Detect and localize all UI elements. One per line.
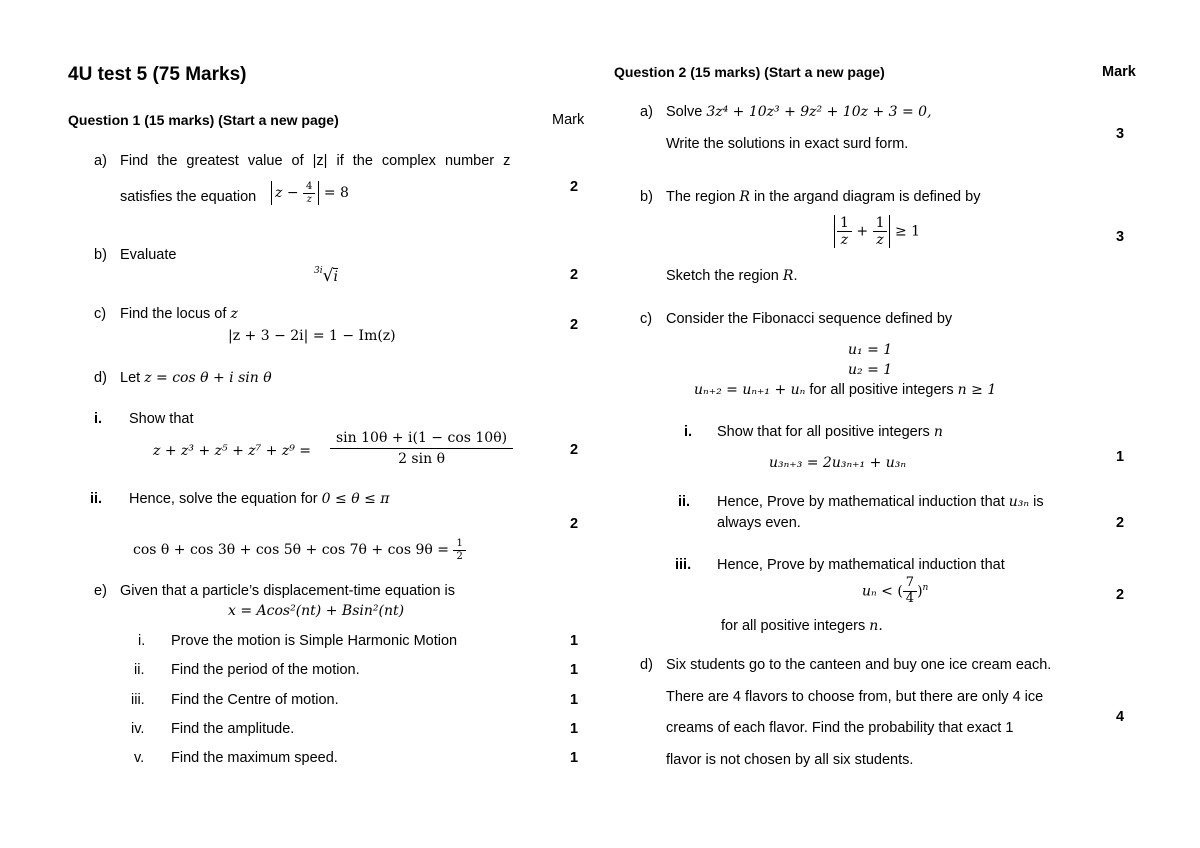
q2c-iii-equation: uₙ < ( $\frac{7}{4}$ )$^n$ <box>862 575 929 606</box>
q1e-v-label: v. <box>134 750 145 766</box>
q2a-mark: 3 <box>1116 126 1125 142</box>
q2a-text-2: Write the solutions in exact surd form. <box>666 136 909 152</box>
q1d-ii-mark: 2 <box>570 516 579 532</box>
q1e-iii-mark: 1 <box>570 692 579 708</box>
q2b-mark: 3 <box>1116 229 1125 245</box>
q2c-eq-recurrence: uₙ₊₂ = uₙ₊₁ + uₙ for all positive integers n ≥ 1 <box>694 382 997 398</box>
q2c-ii-text: Hence, Prove by mathematical induction that u₃ₙ is <box>717 494 1044 510</box>
q2c-i-label: i. <box>684 424 693 440</box>
q1e-iii-label: iii. <box>131 692 145 708</box>
q2b-equation: $\frac{1}{z}$ + $\frac{1}{z}$ ≥ 1 <box>834 215 920 248</box>
q1c-text: Find the locus of z <box>120 306 238 322</box>
q2d-text-2: There are 4 flavors to choose from, but there are only 4 ice <box>666 689 1044 705</box>
q1b-equation: $^{3i}$√i <box>314 266 338 286</box>
q2c-eq-u1: u₁ = 1 <box>848 342 893 358</box>
q1e-ii-text: Find the period of the motion. <box>171 662 360 678</box>
q2d-label: d) <box>640 657 653 673</box>
q1d-i-numerator: sin 10θ + i(1 − cos 10θ) <box>330 430 513 449</box>
question-1-heading: Question 1 (15 marks) (Start a new page) <box>68 112 339 128</box>
q1e-label: e) <box>94 583 107 599</box>
q1e-iv-mark: 1 <box>570 721 579 737</box>
q1e-iii-text: Find the Centre of motion. <box>171 692 339 708</box>
q1a-text-2: satisfies the equation <box>120 189 257 205</box>
q2-mark-column-header: Mark <box>1102 64 1136 80</box>
q2c-label: c) <box>640 311 653 327</box>
q1b-label: b) <box>94 247 107 263</box>
question-2-heading: Question 2 (15 marks) (Start a new page) <box>614 64 885 80</box>
q2b-text: The region R in the argand diagram is defined by <box>666 189 981 205</box>
q1e-i-text: Prove the motion is Simple Harmonic Motion <box>171 633 458 649</box>
q1a-mark: 2 <box>570 179 579 195</box>
q2d-text-4: flavor is not chosen by all six students. <box>666 752 914 768</box>
q2d-mark: 4 <box>1116 709 1125 725</box>
q1e-i-mark: 1 <box>570 633 579 649</box>
q1e-ii-label: ii. <box>134 662 145 678</box>
q1e-ii-mark: 1 <box>570 662 579 678</box>
page-title: 4U test 5 (75 Marks) <box>68 64 247 85</box>
q1a-equation: z − $\frac{4}{z}$ = 8 <box>271 181 349 205</box>
q1d-i-text: Show that <box>129 411 194 427</box>
q2c-iii-footnote: for all positive integers n. <box>721 618 883 634</box>
q1d-ii-label: ii. <box>90 491 103 507</box>
q1d-ii-equation: cos θ + cos 3θ + cos 5θ + cos 7θ + cos 9θ = $\frac{1}{2}$ <box>133 538 466 562</box>
q2c-text: Consider the Fibonacci sequence defined by <box>666 311 953 327</box>
q1e-v-mark: 1 <box>570 750 579 766</box>
q1d-i-fraction <box>330 430 513 467</box>
q1e-text: Given that a particle’s displacement-time equation is <box>120 583 456 599</box>
q1c-label: c) <box>94 306 107 322</box>
q2d-text-1: Six students go to the canteen and buy one ice cream each. <box>666 657 1052 673</box>
q1c-mark: 2 <box>570 317 579 333</box>
q1a-label: a) <box>94 153 107 169</box>
q1d-i-denominator: 2 sin θ <box>398 451 445 468</box>
q1a-text: Find the greatest value of |z| if the complex number z <box>120 153 511 169</box>
q2c-i-mark: 1 <box>1116 449 1125 465</box>
q2a-text: Solve 3z⁴ + 10z³ + 9z² + 10z + 3 = 0, <box>666 104 932 120</box>
q2a-label: a) <box>640 104 653 120</box>
q1b-mark: 2 <box>570 267 579 283</box>
q1d-ii-text: Hence, solve the equation for 0 ≤ θ ≤ π <box>129 491 390 507</box>
q1d-i-mark: 2 <box>570 442 579 458</box>
q1d-text: Let z = cos θ + i sin θ <box>120 370 272 386</box>
q2b-label: b) <box>640 189 653 205</box>
q2c-iii-mark: 2 <box>1116 587 1125 603</box>
q1e-i-label: i. <box>138 633 146 649</box>
q2c-i-equation: u₃ₙ₊₃ = 2u₃ₙ₊₁ + u₃ₙ <box>769 455 907 471</box>
q2c-iii-text: Hence, Prove by mathematical induction that <box>717 557 1005 573</box>
q2c-ii-text-2: always even. <box>717 515 801 531</box>
q1e-iv-label: iv. <box>131 721 145 737</box>
q2c-iii-label: iii. <box>675 557 692 573</box>
q2b-text-2: Sketch the region R. <box>666 268 798 284</box>
q1e-equation: x = Acos²(nt) + Bsin²(nt) <box>228 603 405 619</box>
q1d-label: d) <box>94 370 107 386</box>
q1e-v-text: Find the maximum speed. <box>171 750 338 766</box>
q2c-ii-mark: 2 <box>1116 515 1125 531</box>
q2d-text-3: creams of each flavor. Find the probability that exact 1 <box>666 720 1014 736</box>
q1b-text: Evaluate <box>120 247 177 263</box>
q2c-eq-u2: u₂ = 1 <box>848 362 893 378</box>
q1d-i-lhs: z + z³ + z⁵ + z⁷ + z⁹ = <box>153 443 312 459</box>
q2c-ii-label: ii. <box>678 494 691 510</box>
q1d-i-label: i. <box>94 411 103 427</box>
q1e-iv-text: Find the amplitude. <box>171 721 295 737</box>
q1c-equation: |z + 3 − 2i| = 1 − Im(z) <box>228 328 396 344</box>
q2c-i-text: Show that for all positive integers n <box>717 424 943 440</box>
mark-column-header: Mark <box>552 112 585 128</box>
